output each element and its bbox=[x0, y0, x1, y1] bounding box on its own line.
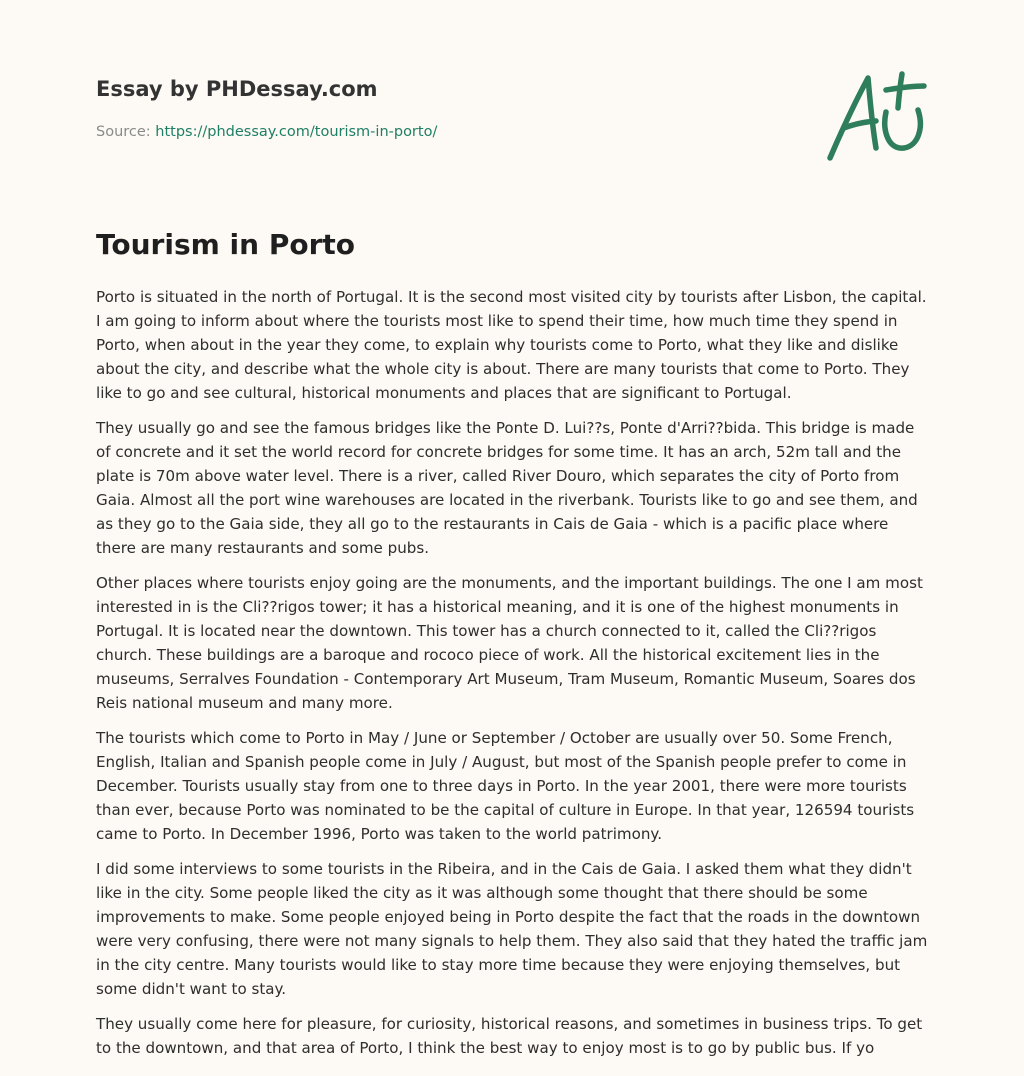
site-brand: Essay by PHDessay.com bbox=[96, 77, 378, 101]
source-link[interactable]: https://phdessay.com/tourism-in-porto/ bbox=[155, 124, 438, 140]
essay-paragraph: They usually go and see the famous bridges like the Ponte D. Lui??s, Ponte d'Arri??bida. This bridge is made of concrete and it set the world record for concrete bridges for some time. It has an arch, 52m tall and the plate is 70m above water level. There is a river, called River Douro, which separates the city of Porto from Gaia. Almost all the port wine warehouses are located in the riverbank. Tourists like to go and see them, and as they go to the Gaia side, they all go to the restaurants in Cais de Gaia - which is a pacific place where there are many restaurants and some pubs. bbox=[96, 419, 918, 557]
essay-paragraph: They usually come here for pleasure, for curiosity, historical reasons, and sometimes in business trips. To get to the downtown, and that area of Porto, I think the best way to enjoy most is to go by public bus. If yo bbox=[96, 1015, 923, 1057]
source-line bbox=[96, 122, 796, 142]
essay-paragraph: I did some interviews to some tourists in the Ribeira, and in the Cais de Gaia. I asked them what they didn't like in the city. Some people liked the city as it was although some thought that there should be some improvements to make. Some people enjoyed being in Porto despite the fact that the roads in the downtown were very confusing, there were not many signals to help them. They also said that they hated the traffic jam in the city centre. Many tourists would like to stay more time because they were enjoying themselves, but some didn't want to stay. bbox=[96, 860, 928, 998]
essay-paragraph: The tourists which come to Porto in May / June or September / October are usually over 50. Some French, English, Italian and Spanish people come in July / August, but most of the Spanish people prefer to come in December. Tourists usually stay from one to three days in Porto. In the year 2001, there were more tourists than ever, because Porto was nominated to be the capital of culture in Europe. In that year, 126594 tourists came to Porto. In December 1996, Porto was taken to the world patrimony. bbox=[96, 729, 915, 843]
essay-header bbox=[96, 74, 796, 142]
source-label: Source: bbox=[96, 124, 151, 140]
essay-paragraph: Other places where tourists enjoy going are the monuments, and the important buildings. The one I am most interested in is the Cli??rigos tower; it has a historical meaning, and it is one of the highest monuments in Portugal. It is located near the downtown. This tower has a church connected to it, called the Cli??rigos church. These buildings are a baroque and rococo piece of work. All the historical excitement lies in the museums, Serralves Foundation - Contemporary Art Museum, Tram Museum, Romantic Museum, Soares dos Reis national museum and many more. bbox=[96, 574, 923, 712]
essay-title: Tourism in Porto bbox=[96, 228, 356, 261]
essay-body bbox=[96, 285, 932, 1071]
essay-paragraph: Porto is situated in the north of Portugal. It is the second most visited city by tourists after Lisbon, the capital. I am going to inform about where the tourists most like to spend their time, how much time they spend in Porto, when about in the year they come, to explain why tourists come to Porto, what they like and dislike about the city, and describe what the whole city is about. There are many tourists that come to Porto. They like to go and see cultural, historical monuments and places that are significant to Portugal. bbox=[96, 288, 927, 402]
a-plus-grade-icon bbox=[820, 64, 930, 168]
